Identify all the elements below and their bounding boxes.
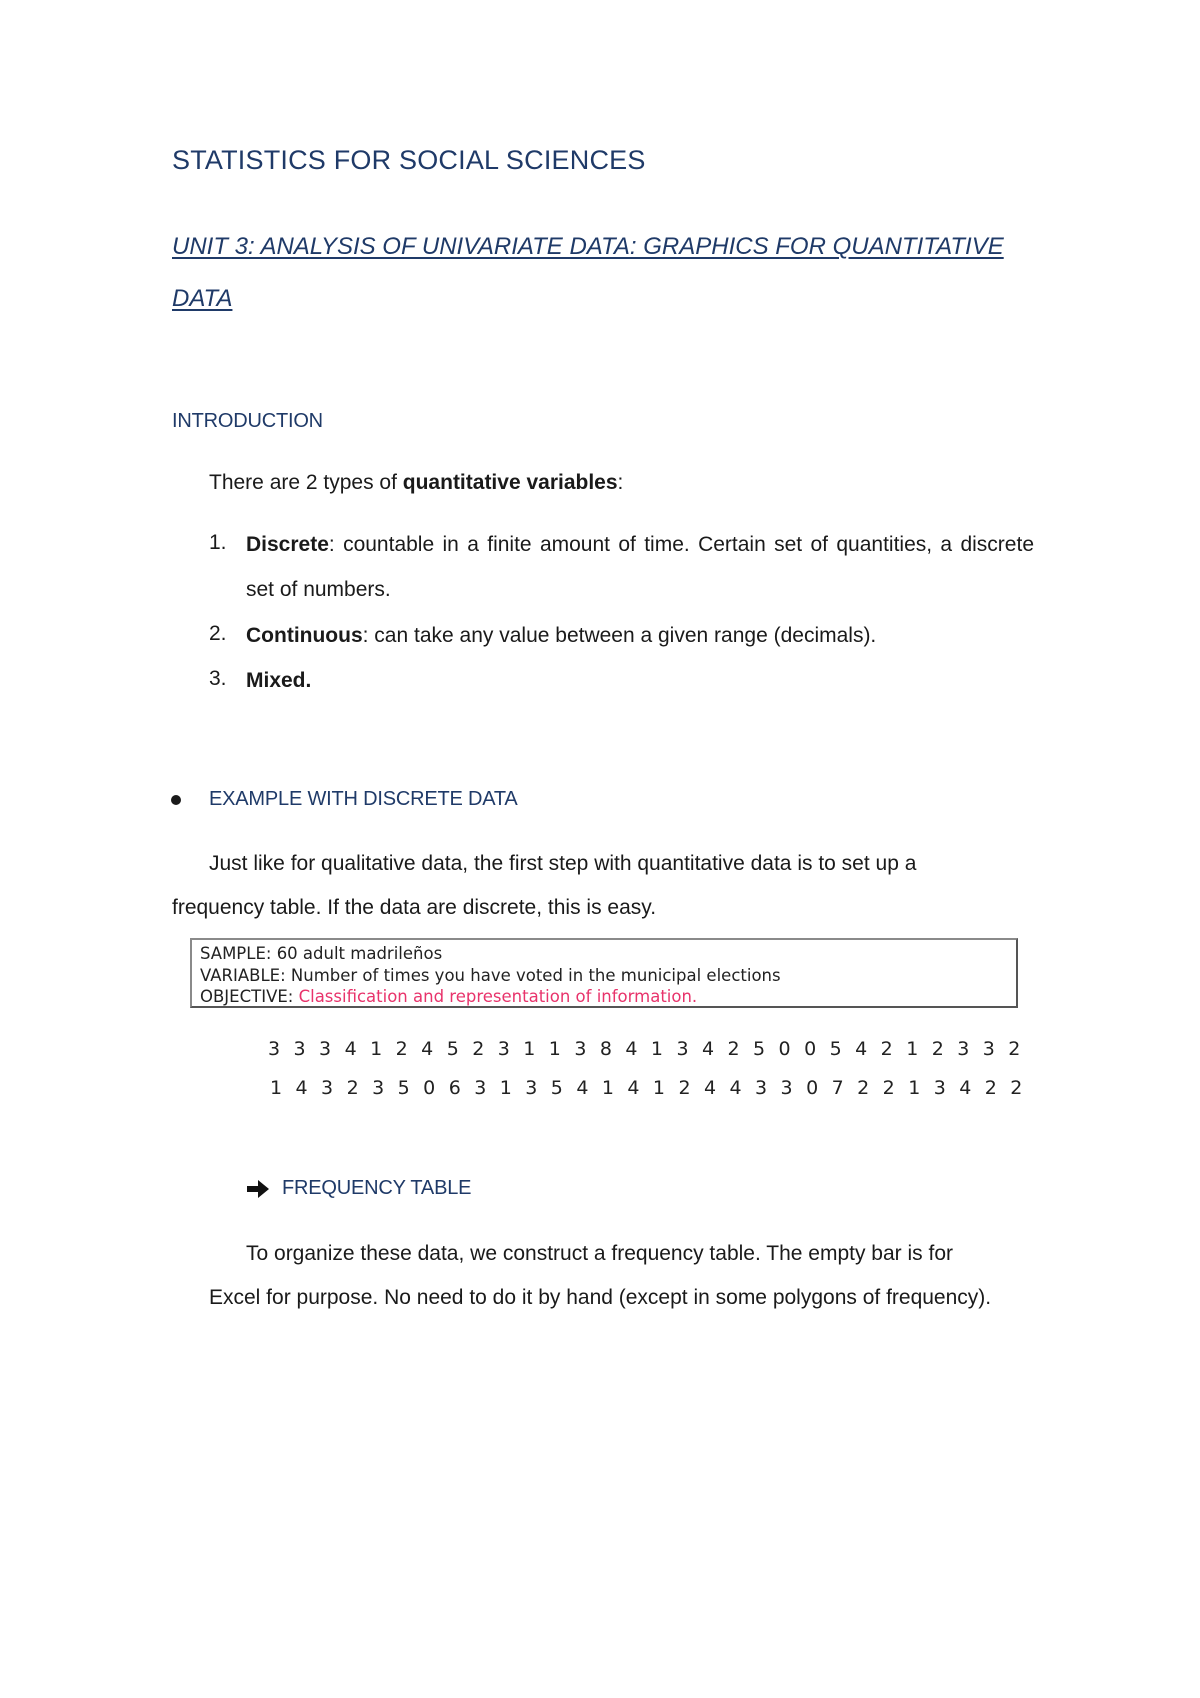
sample-label: SAMPLE: [200, 944, 277, 963]
variable-line [200, 965, 1008, 987]
right-arrow-icon [246, 1178, 270, 1200]
bullet-icon [171, 795, 181, 805]
intro-text-start: There are 2 types of [209, 471, 403, 494]
discrete-example-paragraph: Just like for qualitative data, the first step with quantitative data is to set up a frequency table. If the data are discrete, this is easy. [172, 852, 917, 919]
list-item-description: : countable in a finite amount of time. Certain set of quantities, a discrete set of numbers. [246, 533, 1034, 601]
list-item-term: Discrete [246, 533, 329, 556]
variable-label: VARIABLE: [200, 965, 291, 985]
list-item-number: 2. [209, 622, 227, 645]
list-item-discrete [246, 522, 1034, 612]
introduction-paragraph [209, 471, 623, 495]
frequency-table-paragraph: To organize these data, we construct a frequency table. The empty bar is for Excel for purpose. No need to do it by hand (except in some polygons of frequency). [209, 1242, 992, 1309]
sample-value: 60 adult madrileños [276, 944, 443, 963]
discrete-example-heading: EXAMPLE WITH DISCRETE DATA [209, 788, 518, 810]
list-item-continuous [246, 613, 876, 658]
document-title: STATISTICS FOR SOCIAL SCIENCES [172, 145, 646, 175]
list-item-description: : can take any value between a given range (decimals). [362, 624, 877, 647]
variable-value: Number of times you have voted in the municipal elections [290, 965, 781, 985]
intro-text-end: : [617, 471, 624, 494]
list-item-term: Continuous [246, 624, 363, 647]
list-item-number: 1. [209, 531, 227, 554]
data-row: 3 3 3 4 1 2 4 5 2 3 1 1 3 8 4 1 3 4 2 5 0 0 5 4 2 1 2 3 3 2 [268, 1038, 1024, 1060]
unit-title: UNIT 3: ANALYSIS OF UNIVARIATE DATA: GRAPHICS FOR QUANTITATIVE DATA [172, 233, 1004, 312]
list-item-term: Mixed. [246, 669, 312, 692]
list-item-mixed [246, 658, 311, 703]
objective-line [200, 986, 1008, 1008]
list-item-number: 3. [209, 667, 227, 690]
data-row: 1 4 3 2 3 5 0 6 3 1 3 5 4 1 4 1 2 4 4 3 3 0 7 2 2 1 3 4 2 2 [270, 1077, 1026, 1099]
objective-label: OBJECTIVE: [200, 987, 299, 1006]
sample-line [200, 943, 1008, 965]
frequency-table-heading: FREQUENCY TABLE [282, 1177, 472, 1199]
sample-info-box [190, 938, 1018, 1008]
objective-value: Classification and representation of information. [298, 987, 698, 1006]
introduction-heading: INTRODUCTION [172, 410, 323, 432]
intro-text-bold: quantitative variables [402, 471, 618, 494]
